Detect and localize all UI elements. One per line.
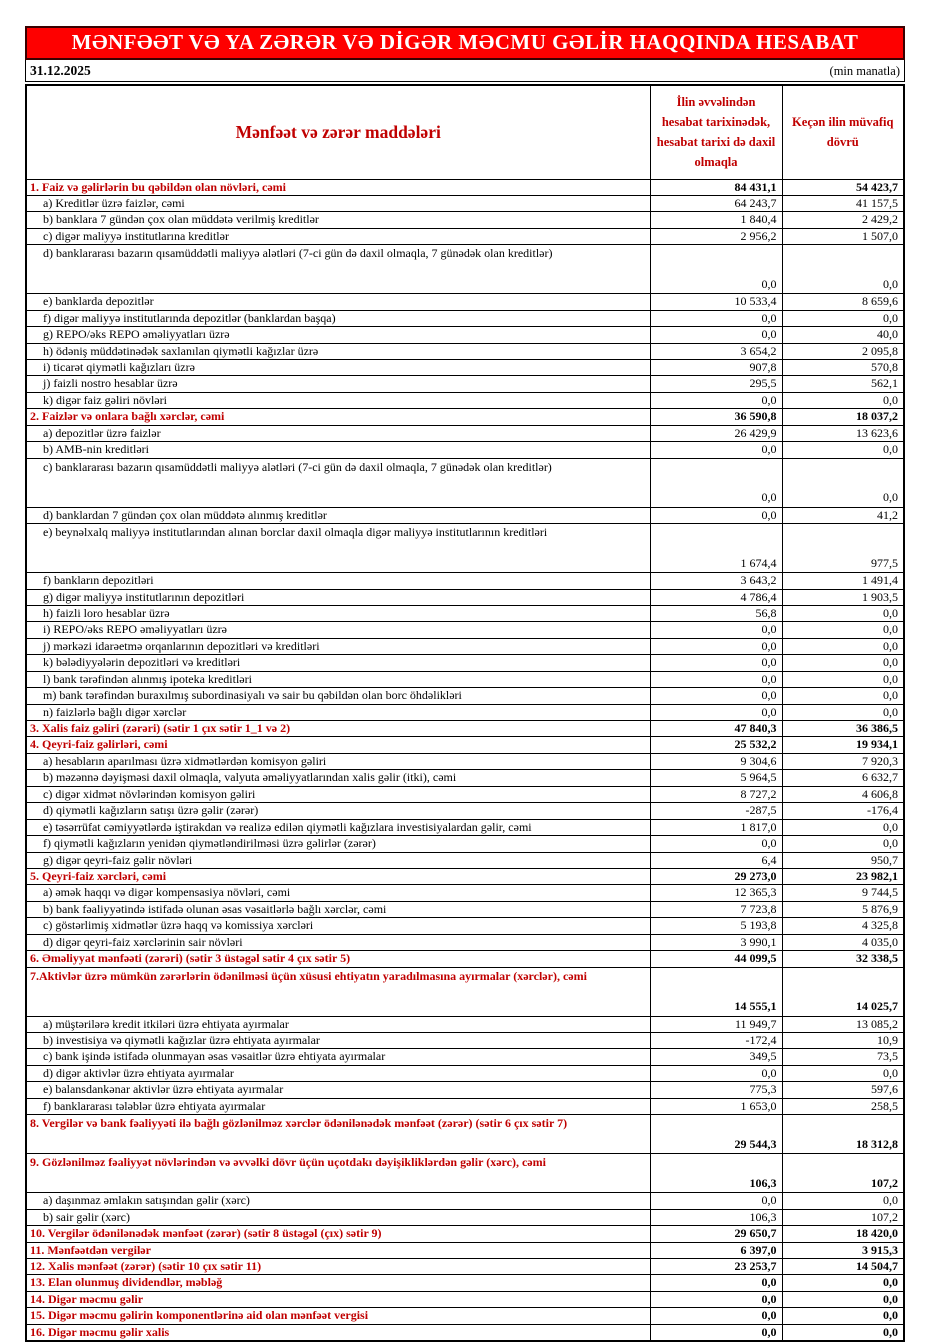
row-label: k) digər faiz gəliri növləri [26,392,650,408]
table-row [26,786,904,802]
row-value-prior: 3 915,3 [782,1242,904,1258]
table-row [26,1209,904,1225]
row-value-current: 29 544,3 [650,1115,782,1154]
row-value-prior: 4 035,0 [782,934,904,950]
table-row [26,343,904,359]
row-value-prior: 0,0 [782,655,904,671]
row-label: 2. Faizlər və onlara bağlı xərclər, cəmi [26,409,650,425]
row-label: l) bank tərəfindən alınmış ipoteka kreditləri [26,671,650,687]
table-row [26,507,904,523]
table-row [26,671,904,687]
table-row [26,212,904,228]
row-value-prior: -176,4 [782,803,904,819]
row-label: a) depozitlər üzrə faizlər [26,425,650,441]
row-value-current: 26 429,9 [650,425,782,441]
row-value-prior: 597,6 [782,1082,904,1098]
row-value-prior: 0,0 [782,1275,904,1291]
table-row [26,1258,904,1274]
table-row [26,228,904,244]
row-value-prior: 562,1 [782,376,904,392]
row-label: b) AMB-nin kreditləri [26,442,650,458]
row-value-prior: 977,5 [782,524,904,573]
row-value-current: 0,0 [650,458,782,507]
row-value-current: 5 964,5 [650,770,782,786]
column-header-current-period: İlin əvvəlindən hesabat tarixinədək, hesabat tarixi də daxil olmaqla [650,85,782,179]
row-value-current: 1 653,0 [650,1098,782,1114]
row-value-current: 56,8 [650,605,782,621]
row-value-current: 0,0 [650,671,782,687]
row-value-prior: 5 876,9 [782,901,904,917]
row-value-prior: 7 920,3 [782,753,904,769]
row-value-current: 0,0 [650,1308,782,1324]
table-row [26,245,904,294]
row-label: h) ödəniş müddətinədək saxlanılan qiymətli kağızlar üzrə [26,343,650,359]
row-value-current: 0,0 [650,1065,782,1081]
row-value-current: 775,3 [650,1082,782,1098]
row-label: k) bələdiyyələrin depozitləri və kreditləri [26,655,650,671]
row-value-prior: 18 312,8 [782,1115,904,1154]
row-value-current: 25 532,2 [650,737,782,753]
report-title: MƏNFƏƏT VƏ YA ZƏRƏR VƏ DİGƏR MƏCMU GƏLİR HAQQINDA HESABAT [25,26,905,60]
row-label: e) təsərrüfat cəmiyyətlərdə iştirakdan və realizə edilən qiymətli kağızlara investisiyalardan gəlir, cəmi [26,819,650,835]
row-value-prior: 18 420,0 [782,1226,904,1242]
row-label: n) faizlərlə bağlı digər xərclər [26,704,650,720]
row-value-current: 907,8 [650,360,782,376]
row-value-prior: 2 095,8 [782,343,904,359]
row-value-prior: 40,0 [782,327,904,343]
row-value-prior: 1 491,4 [782,573,904,589]
table-row [26,392,904,408]
table-row [26,1193,904,1209]
row-value-current: 0,0 [650,1193,782,1209]
row-value-current: 0,0 [650,836,782,852]
row-label: f) digər maliyyə institutlarında depozitlər (banklardan başqa) [26,310,650,326]
table-row [26,836,904,852]
table-row [26,868,904,884]
row-value-current: 10 533,4 [650,294,782,310]
row-value-current: 0,0 [650,392,782,408]
row-label: d) qiymətli kağızların satışı üzrə gəlir (zərər) [26,803,650,819]
row-value-prior: 9 744,5 [782,885,904,901]
row-value-current: 1 817,0 [650,819,782,835]
row-label: d) banklararası bazarın qısamüddətli maliyyə alətləri (7-ci gün də daxil olmaqla, 7 günədək olan kreditlər) [26,245,650,294]
row-value-prior: 0,0 [782,622,904,638]
table-row [26,310,904,326]
row-value-current: 295,5 [650,376,782,392]
row-value-prior: 0,0 [782,671,904,687]
row-label: d) digər qeyri-faiz xərclərinin sair növləri [26,934,650,950]
row-value-current: 349,5 [650,1049,782,1065]
table-row [26,458,904,507]
table-header [26,85,904,179]
row-value-prior: 0,0 [782,392,904,408]
table-row [26,688,904,704]
row-value-prior: 0,0 [782,1308,904,1324]
row-value-current: 6 397,0 [650,1242,782,1258]
row-value-prior: 13 085,2 [782,1016,904,1032]
row-label: g) digər qeyri-faiz gəlir növləri [26,852,650,868]
row-value-prior: 2 429,2 [782,212,904,228]
row-value-prior: 0,0 [782,605,904,621]
row-label: f) qiymətli kağızların yenidən qiymətləndirilməsi üzrə gəlirlər (zərər) [26,836,650,852]
row-value-current: 0,0 [650,688,782,704]
column-header-items: Mənfəət və zərər maddələri [26,85,650,179]
table-row [26,605,904,621]
row-value-current: 1 840,4 [650,212,782,228]
table-row [26,1154,904,1193]
row-value-prior: 0,0 [782,1324,904,1341]
table-row [26,179,904,195]
row-value-current: 0,0 [650,622,782,638]
row-value-current: 9 304,6 [650,753,782,769]
row-value-prior: 41,2 [782,507,904,523]
row-value-prior: 570,8 [782,360,904,376]
row-value-prior: 107,2 [782,1154,904,1193]
row-value-current: 0,0 [650,704,782,720]
report-meta-row [25,60,905,82]
row-label: m) bank tərəfindən buraxılmış subordinasiyalı və sair bu qəbildən olan borc öhdəlikləri [26,688,650,704]
row-label: c) göstərlimiş xidmətlər üzrə haqq və komissiya xərcləri [26,918,650,934]
row-value-prior: 18 037,2 [782,409,904,425]
row-label: b) investisiya və qiymətli kağızlar üzrə ehtiyata ayırmalar [26,1033,650,1049]
table-row [26,442,904,458]
table-row [26,1226,904,1242]
row-value-current: 44 099,5 [650,951,782,967]
row-value-prior: 14 504,7 [782,1258,904,1274]
row-value-prior: 10,9 [782,1033,904,1049]
row-value-current: 0,0 [650,245,782,294]
row-value-prior: 107,2 [782,1209,904,1225]
row-value-current: -172,4 [650,1033,782,1049]
table-row [26,721,904,737]
row-label: d) banklardan 7 gündən çox olan müddətə alınmış kreditlər [26,507,650,523]
row-label: 13. Elan olunmuş dividendlər, məbləğ [26,1275,650,1291]
table-row [26,1098,904,1114]
row-label: e) balansdankənar aktivlər üzrə ehtiyata ayırmalar [26,1082,650,1098]
row-value-prior: 36 386,5 [782,721,904,737]
row-value-current: 84 431,1 [650,179,782,195]
row-label: i) REPO/əks REPO əməliyyatları üzrə [26,622,650,638]
table-row [26,885,904,901]
table-body [26,179,904,1341]
row-value-current: 12 365,3 [650,885,782,901]
table-row [26,360,904,376]
row-value-current: 0,0 [650,655,782,671]
row-value-prior: 54 423,7 [782,179,904,195]
row-value-current: 29 273,0 [650,868,782,884]
table-row [26,409,904,425]
column-header-prior-period: Keçən ilin müvafiq dövrü [782,85,904,179]
table-row [26,1065,904,1081]
row-label: c) banklararası bazarın qısamüddətli maliyyə alətləri (7-ci gün də daxil olmaqla, 7 günədək olan kreditlər) [26,458,650,507]
table-row [26,294,904,310]
row-value-current: 106,3 [650,1154,782,1193]
table-row [26,638,904,654]
row-value-current: 64 243,7 [650,195,782,211]
row-label: 8. Vergilər və bank fəaliyyəti ilə bağlı gözlənilməz xərclər ödənilənədək mənfəət (zərər) (sətir 6 çıx sətir 7) [26,1115,650,1154]
row-value-prior: 8 659,6 [782,294,904,310]
table-row [26,852,904,868]
table-row [26,655,904,671]
row-value-prior: 32 338,5 [782,951,904,967]
row-label: e) beynəlxalq maliyyə institutlarından alınan borclar daxil olmaqla digər maliyyə institutlarının kreditləri [26,524,650,573]
row-label: d) digər aktivlər üzrə ehtiyata ayırmalar [26,1065,650,1081]
table-row [26,1324,904,1341]
row-value-current: 3 990,1 [650,934,782,950]
table-row [26,589,904,605]
row-label: c) digər xidmət növlərindən komisyon gəliri [26,786,650,802]
row-label: g) digər maliyyə institutlarının depozitləri [26,589,650,605]
row-value-prior: 0,0 [782,1065,904,1081]
row-label: h) faizli loro hesablar üzrə [26,605,650,621]
row-value-prior: 0,0 [782,1291,904,1307]
row-value-prior: 0,0 [782,245,904,294]
row-label: 15. Digər məcmu gəlirin komponentlərinə aid olan mənfəət vergisi [26,1308,650,1324]
row-value-prior: 950,7 [782,852,904,868]
table-row [26,622,904,638]
row-value-prior: 4 606,8 [782,786,904,802]
row-value-current: 8 727,2 [650,786,782,802]
row-value-prior: 14 025,7 [782,967,904,1016]
row-value-prior: 1 903,5 [782,589,904,605]
table-row [26,1291,904,1307]
row-value-current: 4 786,4 [650,589,782,605]
table-row [26,1115,904,1154]
row-value-current: 0,0 [650,1291,782,1307]
row-label: b) banklara 7 gündən çox olan müddətə verilmiş kreditlər [26,212,650,228]
row-label: a) daşınmaz əmlakın satışından gəlir (xərc) [26,1193,650,1209]
table-row [26,1275,904,1291]
row-value-prior: 0,0 [782,458,904,507]
table-row [26,327,904,343]
row-label: g) REPO/əks REPO əməliyyatları üzrə [26,327,650,343]
row-label: 12. Xalis mənfəət (zərər) (sətir 10 çıx sətir 11) [26,1258,650,1274]
row-value-current: 0,0 [650,1324,782,1341]
table-row [26,819,904,835]
row-value-current: 23 253,7 [650,1258,782,1274]
row-value-current: 106,3 [650,1209,782,1225]
table-row [26,1033,904,1049]
row-label: b) sair gəlir (xərc) [26,1209,650,1225]
row-value-current: 14 555,1 [650,967,782,1016]
row-label: 4. Qeyri-faiz gəlirləri, cəmi [26,737,650,753]
row-value-current: 0,0 [650,310,782,326]
table-row [26,918,904,934]
row-label: 9. Gözlənilməz fəaliyyət növlərindən və əvvəlki dövr üçün uçotdakı dəyişikliklərdən gəlir (xərc), cəmi [26,1154,650,1193]
row-value-current: 0,0 [650,442,782,458]
table-row [26,901,904,917]
row-value-current: 47 840,3 [650,721,782,737]
table-row [26,967,904,1016]
row-label: 3. Xalis faiz gəliri (zərəri) (sətir 1 çıx sətir 1_1 və 2) [26,721,650,737]
profit-loss-table [25,84,905,1342]
row-value-current: 3 643,2 [650,573,782,589]
row-value-current: 0,0 [650,638,782,654]
table-row [26,524,904,573]
row-value-current: 0,0 [650,327,782,343]
row-value-prior: 0,0 [782,704,904,720]
row-value-current: 0,0 [650,1275,782,1291]
table-row [26,753,904,769]
row-value-current: 29 650,7 [650,1226,782,1242]
header-row [26,85,904,179]
row-label: f) bankların depozitləri [26,573,650,589]
row-label: j) mərkəzi idarəetmə orqanlarının depozitləri və kreditləri [26,638,650,654]
row-value-current: 7 723,8 [650,901,782,917]
row-value-prior: 13 623,6 [782,425,904,441]
row-label: 11. Mənfəətdən vergilər [26,1242,650,1258]
table-row [26,573,904,589]
row-value-current: 0,0 [650,507,782,523]
row-label: 6. Əməliyyat mənfəəti (zərəri) (sətir 3 üstəgəl sətir 4 çıx sətir 5) [26,951,650,967]
row-value-prior: 41 157,5 [782,195,904,211]
row-value-prior: 6 632,7 [782,770,904,786]
row-label: i) ticarət qiymətli kağızları üzrə [26,360,650,376]
row-label: 10. Vergilər ödənilənədək mənfəət (zərər) (sətir 8 üstəgəl (çıx) sətir 9) [26,1226,650,1242]
table-row [26,803,904,819]
table-row [26,1242,904,1258]
row-label: j) faizli nostro hesablar üzrə [26,376,650,392]
row-value-prior: 23 982,1 [782,868,904,884]
row-value-current: 11 949,7 [650,1016,782,1032]
row-value-current: 6,4 [650,852,782,868]
row-label: a) Kreditlər üzrə faizlər, cəmi [26,195,650,211]
row-label: a) müştərilərə kredit itkiləri üzrə ehtiyata ayırmalar [26,1016,650,1032]
row-value-current: 3 654,2 [650,343,782,359]
report-date: 31.12.2025 [30,63,91,78]
table-row [26,1049,904,1065]
unit-note: (min manatla) [829,64,900,78]
table-row [26,1016,904,1032]
row-label: c) bank işində istifadə olunmayan əsas vəsaitlər üzrə ehtiyata ayırmalar [26,1049,650,1065]
row-value-prior: 19 934,1 [782,737,904,753]
table-row [26,376,904,392]
row-value-prior: 0,0 [782,1193,904,1209]
row-label: a) əmək haqqı və digər kompensasiya növləri, cəmi [26,885,650,901]
row-label: 14. Digər məcmu gəlir [26,1291,650,1307]
row-value-prior: 73,5 [782,1049,904,1065]
row-label: 7.Aktivlər üzrə mümkün zərərlərin ödənilməsi üçün xüsusi ehtiyatın yaradılmasına ayırmalar (xərclər), cəmi [26,967,650,1016]
table-row [26,195,904,211]
row-value-prior: 0,0 [782,638,904,654]
row-value-prior: 0,0 [782,442,904,458]
row-label: 16. Digər məcmu gəlir xalis [26,1324,650,1341]
row-label: c) digər maliyyə institutlarına kreditlər [26,228,650,244]
row-value-prior: 0,0 [782,836,904,852]
row-label: f) banklararası tələblər üzrə ehtiyata ayırmalar [26,1098,650,1114]
row-label: 1. Faiz və gəlirlərin bu qəbildən olan növləri, cəmi [26,179,650,195]
row-value-prior: 0,0 [782,688,904,704]
row-value-prior: 1 507,0 [782,228,904,244]
table-row [26,770,904,786]
row-value-prior: 258,5 [782,1098,904,1114]
row-label: a) hesabların aparılması üzrə xidmətlərdən komisyon gəliri [26,753,650,769]
row-value-current: 2 956,2 [650,228,782,244]
table-row [26,1082,904,1098]
row-value-prior: 0,0 [782,310,904,326]
table-row [26,951,904,967]
row-label: 5. Qeyri-faiz xərcləri, cəmi [26,868,650,884]
table-row [26,934,904,950]
row-label: e) banklarda depozitlər [26,294,650,310]
row-value-current: 36 590,8 [650,409,782,425]
row-label: b) bank fəaliyyətində istifadə olunan əsas vəsaitlərlə bağlı xərclər, cəmi [26,901,650,917]
row-value-current: -287,5 [650,803,782,819]
table-row [26,1308,904,1324]
row-value-current: 5 193,8 [650,918,782,934]
row-value-prior: 4 325,8 [782,918,904,934]
row-value-current: 1 674,4 [650,524,782,573]
row-value-prior: 0,0 [782,819,904,835]
table-row [26,737,904,753]
row-label: b) məzənnə dəyişməsi daxil olmaqla, valyuta əməliyyatlarından xalis gəlir (itki), cəmi [26,770,650,786]
table-row [26,425,904,441]
table-row [26,704,904,720]
